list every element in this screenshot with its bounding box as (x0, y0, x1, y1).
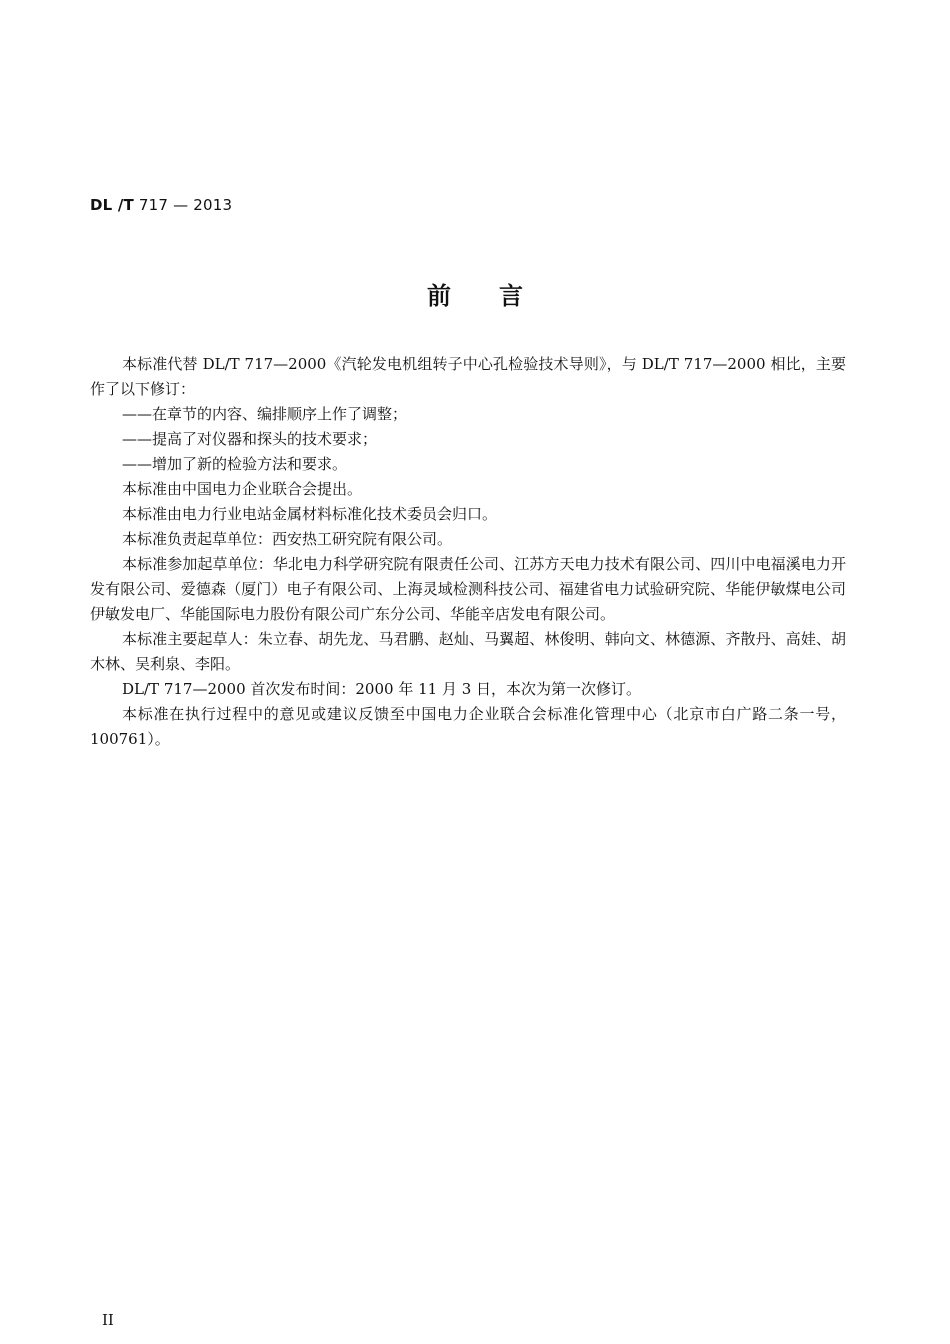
paragraph-replacement: 本标准代替 DL/T 717—2000《汽轮发电机组转子中心孔检验技术导则》，与 DL/T 717—2000 相比，主要作了以下修订： (90, 355, 846, 398)
page-number: II (102, 1311, 114, 1329)
paragraph-revision-2: ——提高了对仪器和探头的技术要求； (122, 430, 378, 448)
paragraph-proposer: 本标准由中国电力企业联合会提出。 (122, 480, 363, 498)
paragraph-revision-1: ——在章节的内容、编排顺序上作了调整； (122, 405, 408, 423)
paragraph-release-history: DL/T 717—2000 首次发布时间：2000 年 11 月 3 日，本次为第一次修订。 (122, 680, 642, 698)
paragraph-committee: 本标准由电力行业电站金属材料标准化技术委员会归口。 (122, 505, 498, 523)
paragraph-feedback: 本标准在执行过程中的意见或建议反馈至中国电力企业联合会标准化管理中心（北京市白广路二条一号，100761）。 (90, 705, 846, 748)
paragraph-main-drafters: 本标准主要起草人：朱立春、胡先龙、马君鹏、赵灿、马翼超、林俊明、韩向文、林德源、齐散丹、高娃、胡木林、吴利泉、李阳。 (90, 630, 846, 673)
standard-code-prefix: DL /T (90, 196, 134, 214)
paragraph-lead-drafter: 本标准负责起草单位：西安热工研究院有限公司。 (122, 530, 453, 548)
standard-code-number: 717 — 2013 (133, 196, 233, 214)
foreword-body (90, 352, 846, 752)
page-title: 前言 (427, 282, 571, 310)
paragraph-revision-3: ——增加了新的检验方法和要求。 (122, 455, 348, 473)
paragraph-participating-units: 本标准参加起草单位：华北电力科学研究院有限责任公司、江苏方天电力技术有限公司、四川中电福溪电力开发有限公司、爱德森（厦门）电子有限公司、上海灵域检测科技公司、福建省电力试验研究院、华能伊敏煤电公司伊敏发电厂、华能国际电力股份有限公司广东分公司、华能辛店发电有限公司。 (90, 555, 846, 623)
standard-code (90, 196, 232, 214)
